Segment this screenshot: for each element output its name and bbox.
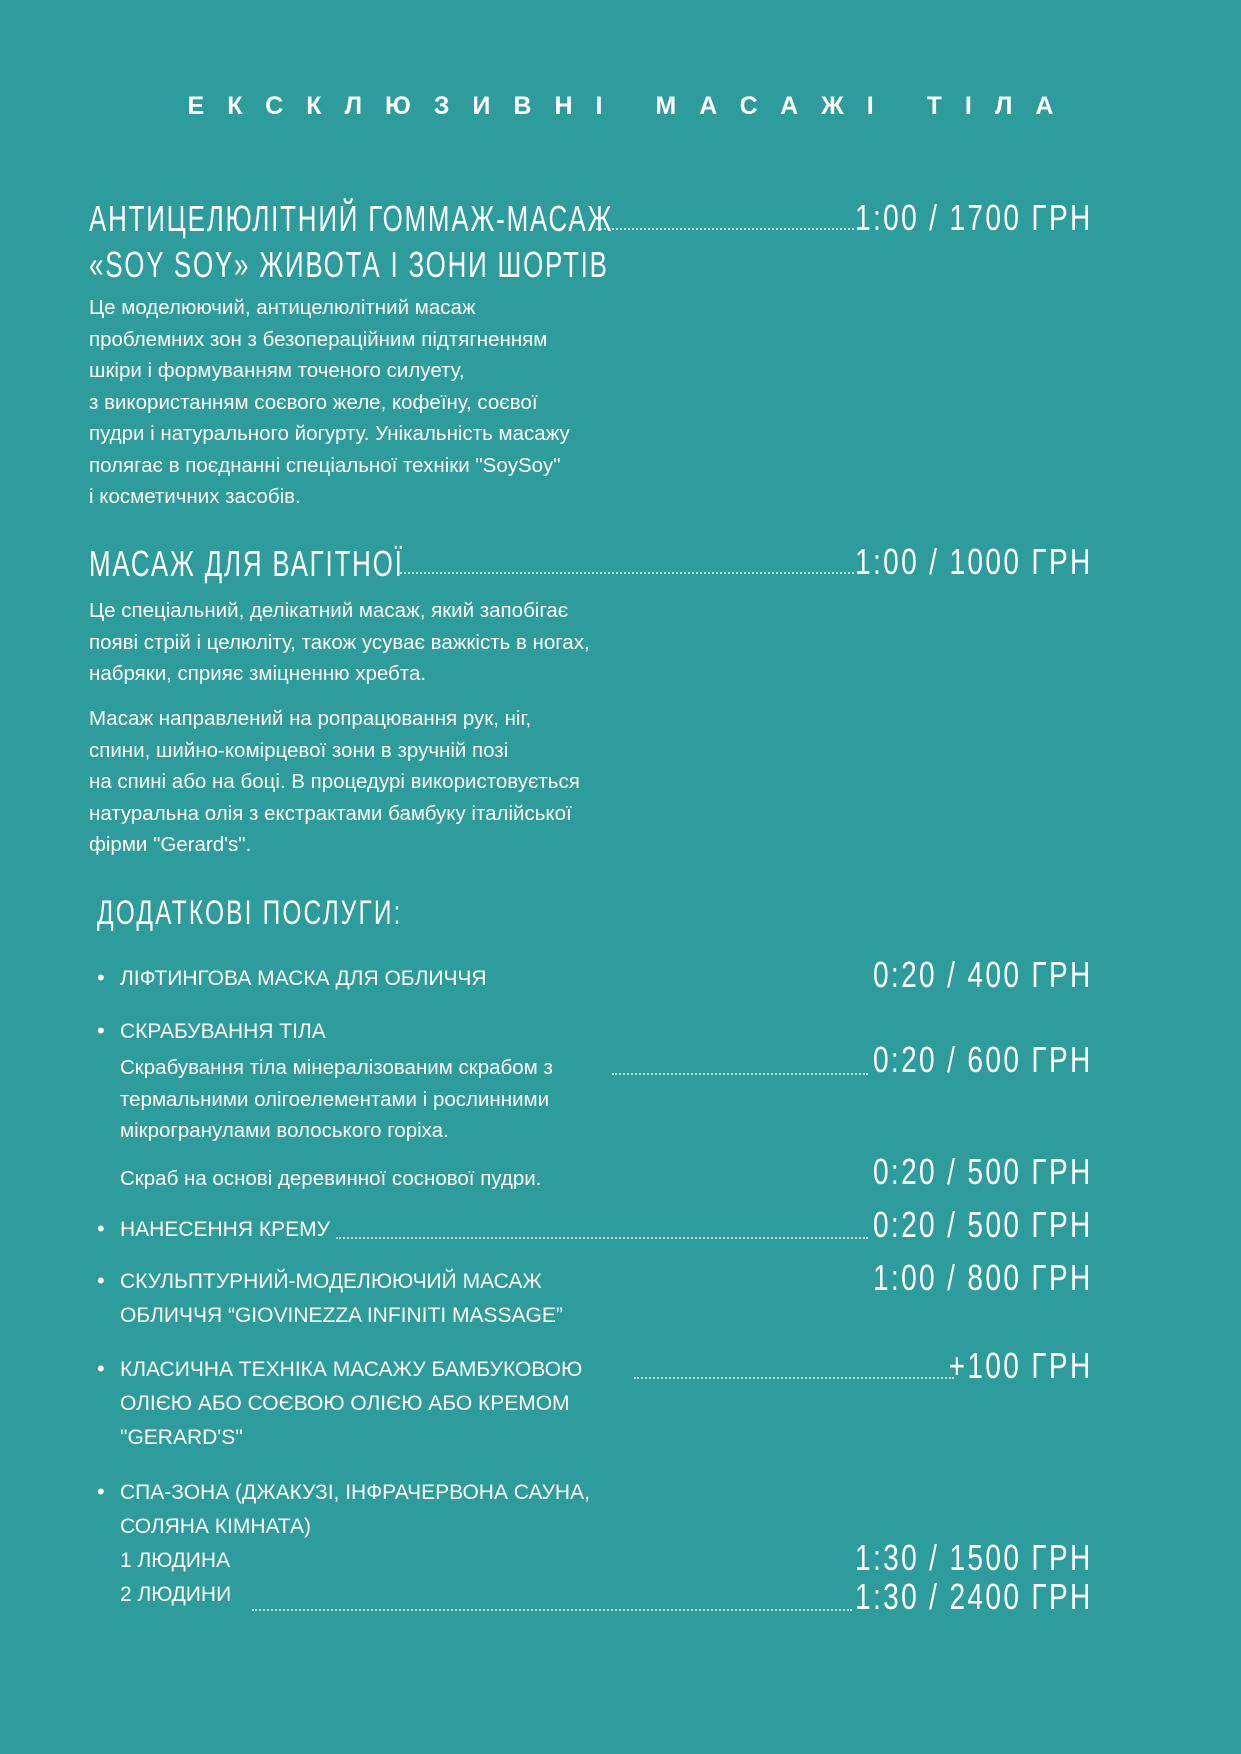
- scrub-line: мікрогранулами волоського горіха.: [120, 1119, 449, 1142]
- scrub-line: термальними олігоелементами і рослинними: [120, 1087, 550, 1111]
- service-price-anticellulite: 1:00 / 1700 ГРН: [855, 197, 1093, 238]
- extra-label: ЛІФТИНГОВА МАСКА ДЛЯ ОБЛИЧЧЯ: [120, 967, 487, 990]
- bullet: •: [97, 1479, 105, 1504]
- bullet: •: [97, 1268, 105, 1293]
- desc-line: пудри і натурального йогурту. Унікальність масажу: [89, 422, 570, 445]
- extra-sculpt: [97, 1264, 563, 1333]
- dot-leader: [400, 572, 854, 574]
- extra-label: СОЛЯНА КІМНАТА): [120, 1515, 311, 1538]
- extra-price-classic: +100 ГРН: [949, 1345, 1093, 1386]
- extra-lifting-mask: [97, 961, 487, 996]
- extra-label: ОЛІЄЮ АБО СОЄВОЮ ОЛІЄЮ АБО КРЕМОМ: [120, 1392, 570, 1415]
- service-description-pregnant-2: [89, 703, 649, 861]
- bullet: •: [97, 1356, 105, 1381]
- desc-line: набряки, сприяє зміцненню хребта.: [89, 662, 427, 685]
- heading-line: МАСАЖ ДЛЯ ВАГІТНОЇ: [89, 543, 404, 584]
- spa-two-people: 2 ЛЮДИНИ: [120, 1583, 232, 1606]
- extra-label: ОБЛИЧЧЯ “GIOVINEZZA INFINITI MASSAGE”: [120, 1304, 563, 1327]
- extra-price-lifting: 0:20 / 400 ГРН: [873, 954, 1093, 995]
- extra-price-sculpt: 1:00 / 800 ГРН: [873, 1257, 1093, 1298]
- desc-line: проблемних зон з безопераційним підтягненням: [89, 327, 548, 351]
- desc-line: і косметичних засобів.: [89, 485, 301, 508]
- scrub-option-pine: [120, 1163, 660, 1195]
- desc-line: фірми "Gerard's".: [89, 833, 252, 856]
- desc-line: Це спеціальний, делікатний масаж, який запобігає: [89, 599, 569, 622]
- extra-spa: [97, 1475, 590, 1612]
- extra-label: КЛАСИЧНА ТЕХНІКА МАСАЖУ БАМБУКОВОЮ: [120, 1358, 583, 1381]
- desc-line: появі стрій і целюліту, також усуває важкість в ногах,: [89, 630, 590, 654]
- desc-line: Це моделюючий, антицелюлітний масаж: [89, 296, 476, 319]
- extras-heading: ДОДАТКОВІ ПОСЛУГИ:: [97, 894, 403, 932]
- bullet: •: [97, 965, 105, 990]
- dot-leader: [634, 1377, 954, 1379]
- bullet: •: [97, 1018, 105, 1043]
- desc-line: на спині або на боці. В процедурі використовується: [89, 770, 580, 793]
- extra-price-spa-two: 1:30 / 2400 ГРН: [855, 1576, 1093, 1617]
- heading-line: «SOY SOY» ЖИВОТА І ЗОНИ ШОРТІВ: [89, 244, 609, 285]
- desc-line: з використанням соєвого желе, кофеїну, соєвої: [89, 390, 538, 414]
- dot-leader: [336, 1237, 868, 1239]
- scrub-line: Скраб на основі деревинної соснової пудри.: [120, 1167, 542, 1190]
- desc-line: шкіри і формуванням точеного силуету,: [89, 359, 465, 382]
- extra-price-spa-one: 1:30 / 1500 ГРН: [855, 1537, 1093, 1578]
- extra-label: СКРАБУВАННЯ ТІЛА: [120, 1020, 326, 1043]
- service-description-anticellulite: [89, 292, 649, 513]
- scrub-option-mineral: [120, 1052, 660, 1147]
- extra-label: СПА-ЗОНА (ДЖАКУЗІ, ІНФРАЧЕРВОНА САУНА,: [120, 1481, 590, 1504]
- service-heading-anticellulite: [89, 196, 817, 288]
- desc-line: натуральна олія з екстрактами бамбуку італійської: [89, 801, 572, 825]
- dot-leader: [252, 1609, 852, 1611]
- extra-cream: [97, 1212, 330, 1247]
- heading-line: АНТИЦЕЛЮЛІТНИЙ ГОММАЖ-МАСАЖ: [89, 198, 614, 239]
- extra-label: "GERARD'S": [120, 1426, 243, 1449]
- service-price-pregnant: 1:00 / 1000 ГРН: [855, 541, 1093, 582]
- spa-one-person: 1 ЛЮДИНА: [120, 1549, 231, 1572]
- desc-line: полягає в поєднанні спеціальної техніки "SoySoy": [89, 453, 561, 477]
- extra-scrub: [97, 1014, 326, 1049]
- service-heading-pregnant: [89, 541, 526, 587]
- service-description-pregnant: [89, 595, 649, 690]
- desc-line: Масаж направлений на ропрацювання рук, ніг,: [89, 707, 532, 730]
- extra-label: СКУЛЬПТУРНИЙ-МОДЕЛЮЮЧИЙ МАСАЖ: [120, 1270, 542, 1293]
- extra-price-scrub-mineral: 0:20 / 600 ГРН: [873, 1039, 1093, 1080]
- desc-line: спини, шийно-комірцевої зони в зручній позі: [89, 738, 509, 762]
- extra-price-cream: 0:20 / 500 ГРН: [873, 1204, 1093, 1245]
- scrub-line: Скрабування тіла мінералізованим скрабом з: [120, 1056, 553, 1079]
- page-title: ЕКСКЛЮЗИВНІ МАСАЖІ ТІЛА: [187, 92, 1077, 120]
- extra-label: НАНЕСЕННЯ КРЕМУ: [120, 1218, 330, 1241]
- extra-classic: [97, 1352, 582, 1455]
- bullet: •: [97, 1216, 105, 1241]
- extra-price-scrub-pine: 0:20 / 500 ГРН: [873, 1151, 1093, 1192]
